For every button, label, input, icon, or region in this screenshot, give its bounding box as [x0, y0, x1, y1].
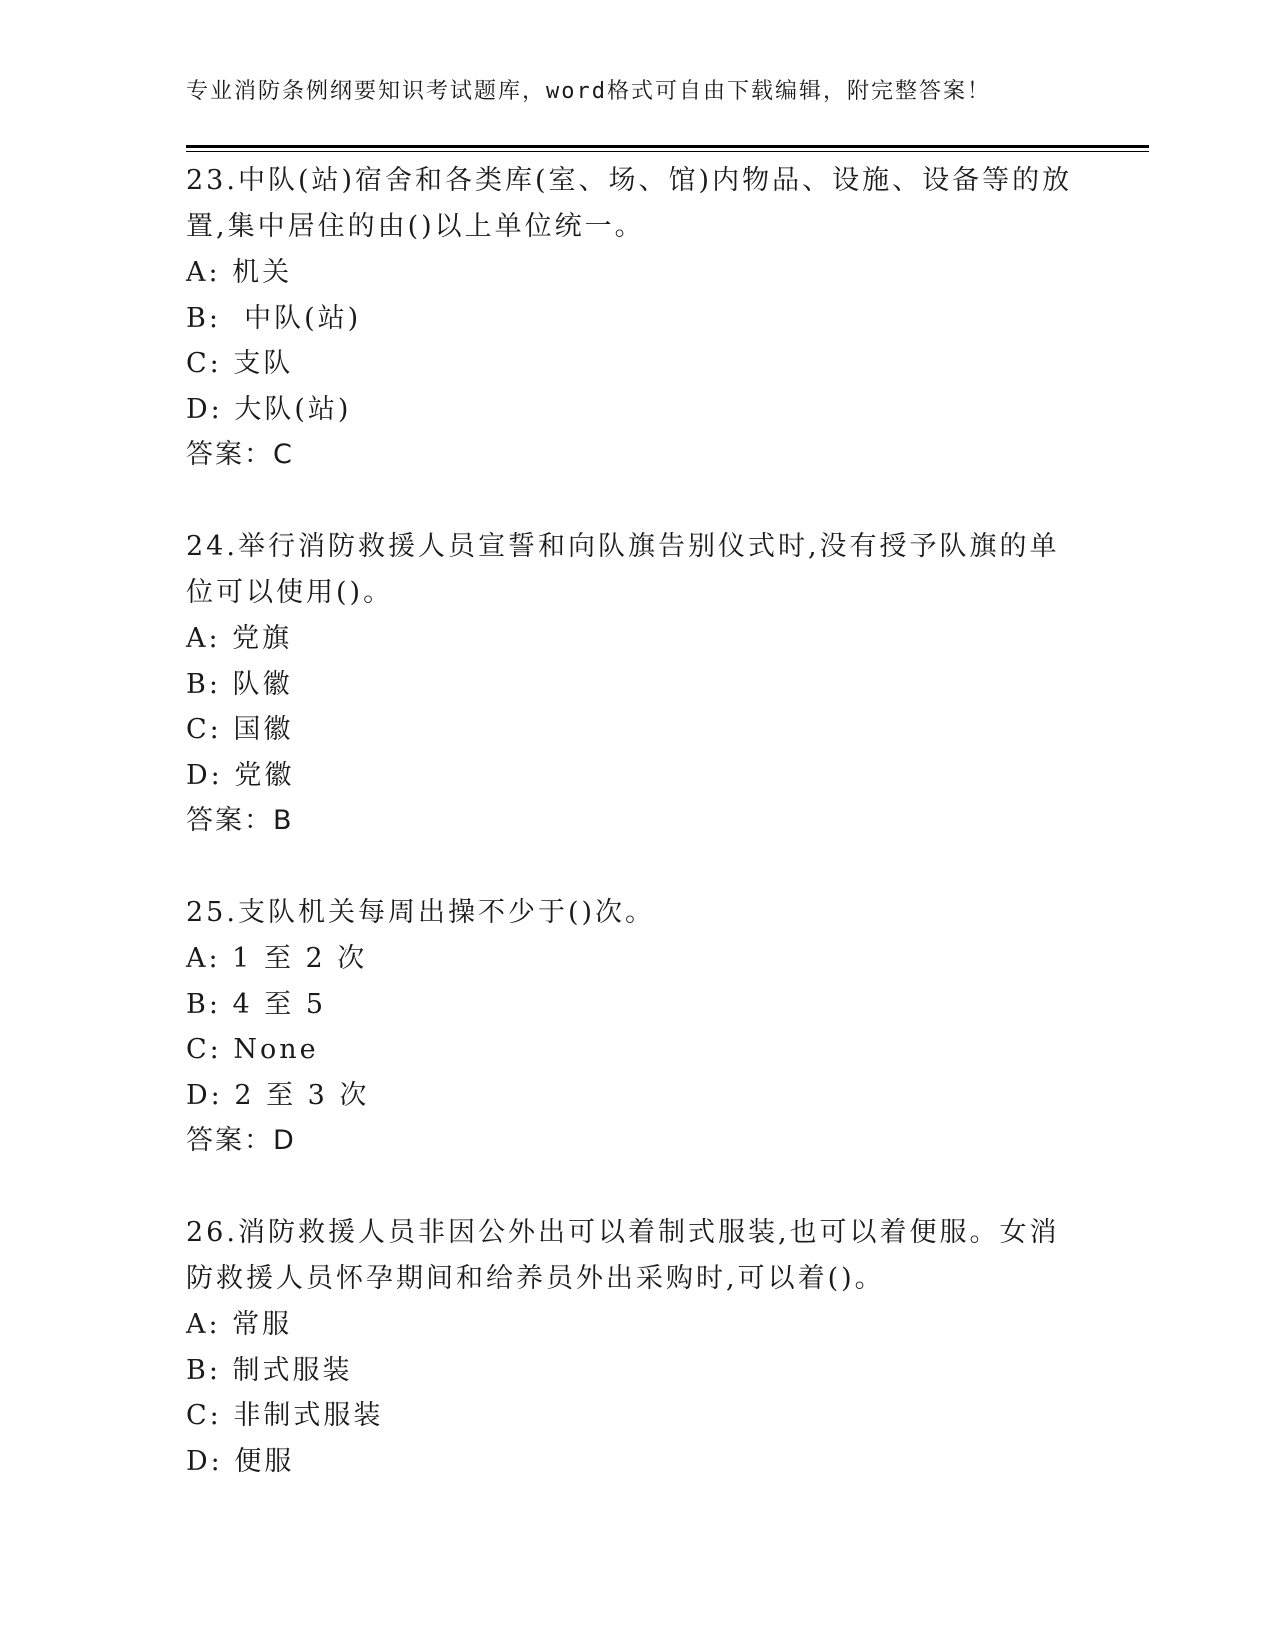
question-26: [186, 1210, 1086, 1484]
header-rule: [186, 145, 1149, 148]
option-b: B: 4 至 5: [186, 988, 327, 1020]
option-a: A: 机关: [186, 257, 293, 288]
option-b: B: 中队(站): [186, 302, 362, 334]
option-a: A: 1 至 2 次: [186, 943, 368, 974]
option-c: C: 支队: [186, 348, 294, 379]
option-d: D: 党徽: [186, 759, 295, 791]
question-stem: 26.消防救援人员非因公外出可以着制式服装,也可以着便服。女消防救援人员怀孕期间和给养员外出采购时,可以着()。: [186, 1217, 1060, 1294]
answer-line: 答案：B: [186, 805, 294, 836]
question-stem: 24.举行消防救援人员宣誓和向队旗告别仪式时,没有授予队旗的单位可以使用()。: [186, 531, 1060, 608]
header-rule-thin: [186, 151, 1149, 152]
question-stem: 25.支队机关每周出操不少于()次。: [186, 897, 656, 928]
option-d: D: 大队(站): [186, 393, 352, 425]
answer-line: 答案：D: [186, 1125, 296, 1156]
option-b: B: 制式服装: [186, 1354, 353, 1386]
option-c: C: None: [186, 1034, 319, 1065]
question-23: [186, 158, 1086, 478]
option-a: A: 常服: [186, 1309, 293, 1340]
option-c: C: 非制式服装: [186, 1400, 384, 1431]
question-list: [186, 158, 1086, 1530]
question-25: [186, 890, 1086, 1164]
answer-line: 答案：C: [186, 439, 294, 470]
option-d: D: 便服: [186, 1445, 295, 1477]
option-b: B: 队徽: [186, 668, 293, 700]
page-header: 专业消防条例纲要知识考试题库，word格式可自由下载编辑，附完整答案！: [186, 79, 991, 104]
question-stem: 23.中队(站)宿舍和各类库(室、场、馆)内物品、设施、设备等的放置,集中居住的由()以上单位统一。: [186, 165, 1073, 242]
option-a: A: 党旗: [186, 623, 293, 654]
option-c: C: 国徽: [186, 714, 294, 745]
option-d: D: 2 至 3 次: [186, 1079, 370, 1111]
question-24: [186, 524, 1086, 844]
